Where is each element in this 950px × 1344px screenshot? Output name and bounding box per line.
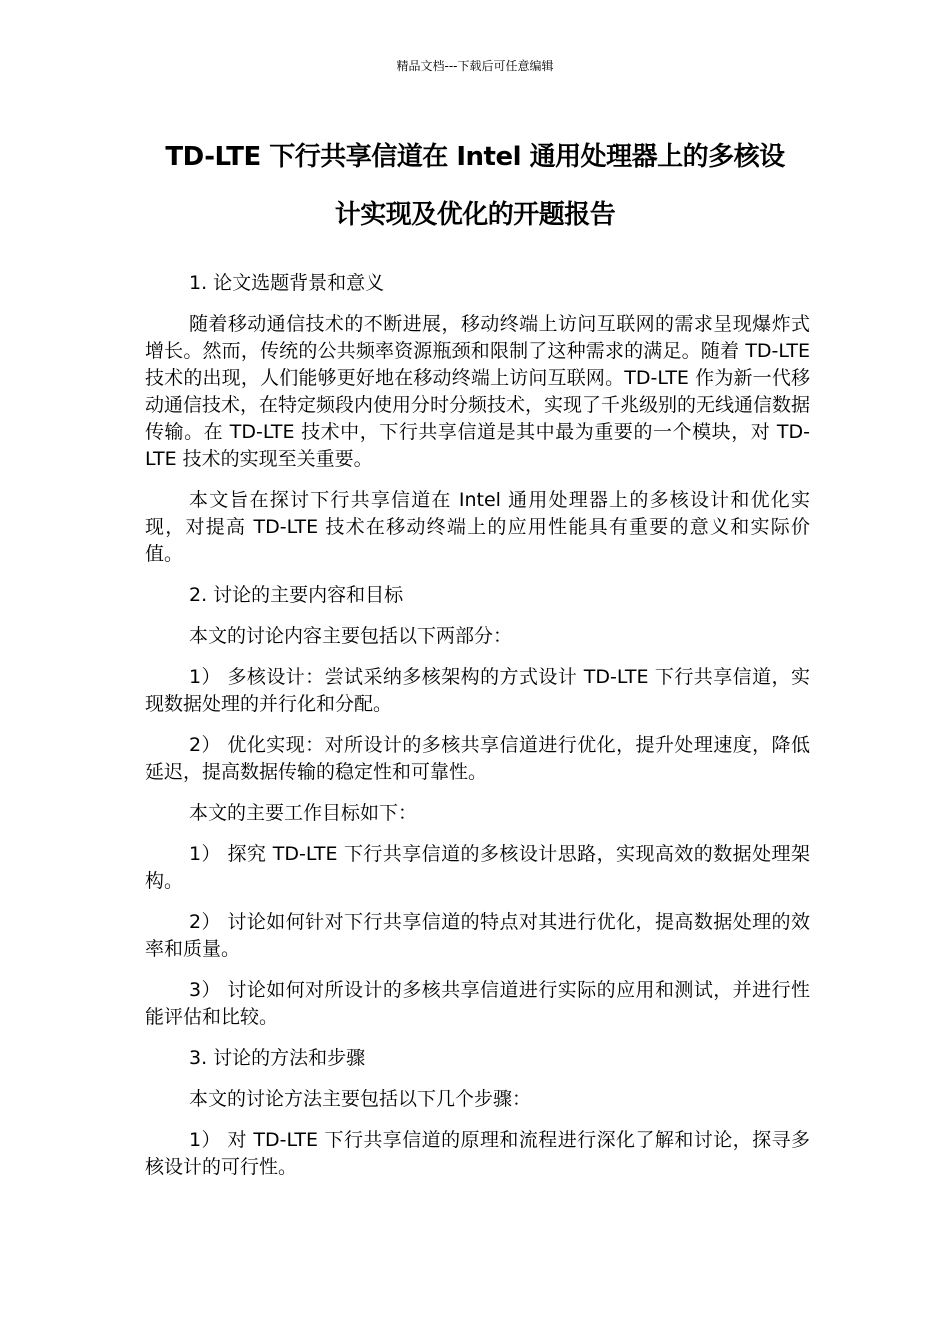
list-item: 2） 优化实现：对所设计的多核共享信道进行优化，提升处理速度，降低延迟，提高数据传输的稳定性和可靠性。 [145, 734, 810, 783]
list-item: 1） 对 TD-LTE 下行共享信道的原理和流程进行深化了解和讨论，探寻多核设计的可行性。 [145, 1129, 810, 1178]
document-title [140, 128, 810, 244]
list-item: 3） 讨论如何对所设计的多核共享信道进行实际的应用和测试，并进行性能评估和比较。 [145, 979, 810, 1028]
section-heading-background: 1. 论文选题背景和意义 [189, 272, 385, 294]
document-body [145, 270, 810, 1195]
title-line-2: 计实现及优化的开题报告 [334, 200, 616, 230]
section-heading-method: 3. 讨论的方法和步骤 [189, 1047, 366, 1069]
paragraph: 随着移动通信技术的不断进展，移动终端上访问互联网的需求呈现爆炸式增长。然而，传统的公共频率资源瓶颈和限制了这种需求的满足。随着 TD-LTE 技术的出现，人们能够更好地在移动终端上访问互联网。TD-LTE 作为新一代移动通信技术，在特定频段内使用分时分频技术，实现了千兆级别的无线通信数据传输。在 TD-LTE 技术中，下行共享信道是其中最为重要的一个模块，对 TD-LTE 技术的实现至关重要。 [145, 313, 811, 470]
paragraph: 本文的主要工作目标如下： [189, 802, 418, 824]
section-heading-content: 2. 讨论的主要内容和目标 [189, 584, 404, 606]
list-item: 2） 讨论如何针对下行共享信道的特点对其进行优化，提高数据处理的效率和质量。 [145, 911, 810, 960]
paragraph: 本文的讨论内容主要包括以下两部分： [189, 625, 513, 647]
title-line-1: TD-LTE 下行共享信道在 Intel 通用处理器上的多核设 [165, 142, 785, 172]
list-item: 1） 多核设计：尝试采纳多核架构的方式设计 TD-LTE 下行共享信道，实现数据处理的并行化和分配。 [145, 666, 810, 715]
paragraph: 本文旨在探讨下行共享信道在 Intel 通用处理器上的多核设计和优化实现，对提高 TD-LTE 技术在移动终端上的应用性能具有重要的意义和实际价值。 [145, 489, 810, 565]
list-item: 1） 探究 TD-LTE 下行共享信道的多核设计思路，实现高效的数据处理架构。 [145, 843, 810, 892]
paragraph: 本文的讨论方法主要包括以下几个步骤： [189, 1088, 532, 1110]
page-header: 精品文档---下载后可任意编辑 [396, 59, 554, 73]
